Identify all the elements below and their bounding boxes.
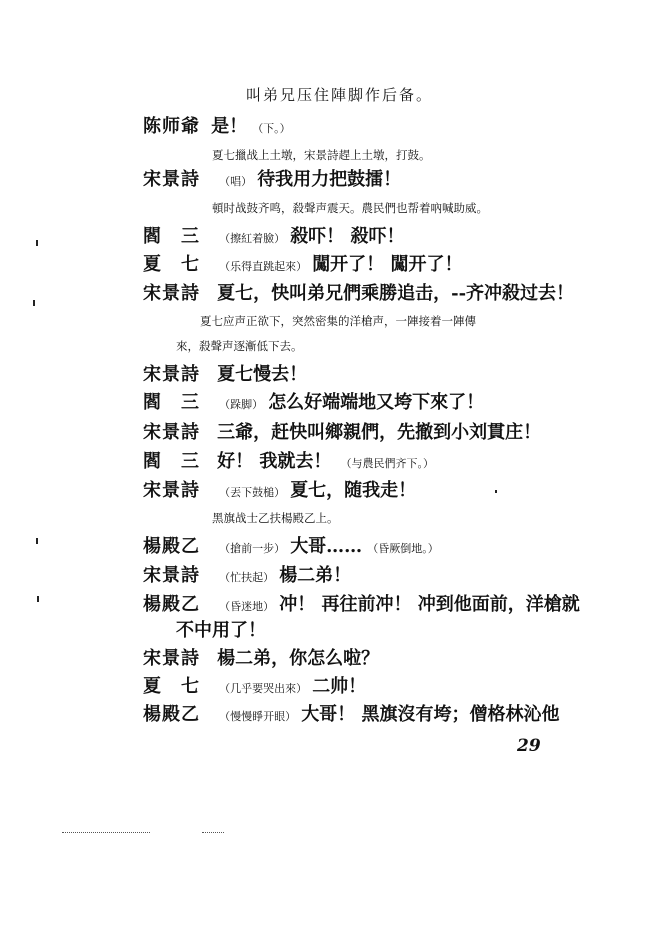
speaker-name: 宋景詩 xyxy=(143,648,200,669)
dialogue-text: 三爺，赶快叫鄉親們，先撤到小刘貫庄！ xyxy=(217,422,542,443)
speaker-name: 宋景詩 xyxy=(143,422,200,443)
dialogue-line xyxy=(143,567,351,585)
dialogue-line xyxy=(143,424,541,442)
speaker-name: 宋景詩 xyxy=(143,565,200,586)
stage-direction-inline: （搶前一步） xyxy=(219,542,286,555)
speaker-name: 楊殿乙 xyxy=(143,594,200,615)
stage-direction-inline: （与農民們齐下。） xyxy=(340,457,434,470)
stage-direction: 夏七擸战上土墩，宋景詩趕上土墩，打鼓。 xyxy=(212,148,431,162)
dialogue-line xyxy=(143,678,366,696)
dialogue-line xyxy=(143,366,307,384)
stage-direction-inline: （慢慢睜开眼） xyxy=(219,710,297,723)
dialogue-line xyxy=(143,171,401,189)
dialogue-text: 冲！ 再往前冲！ 冲到他面前，洋槍就 xyxy=(279,594,580,615)
dialogue-line xyxy=(143,538,439,556)
stage-direction-inline: （忙扶起） xyxy=(219,571,275,584)
speaker-name: 閻 三 xyxy=(143,226,200,247)
page-number: 29 xyxy=(517,736,541,756)
stage-direction: 黑旗战士乙扶楊殿乙上。 xyxy=(212,511,339,525)
stage-direction-inline: （昏迷地） xyxy=(219,600,275,613)
dialogue-text: 二帅！ xyxy=(312,676,367,697)
scan-mark xyxy=(37,596,39,602)
stage-direction-inline: （下。） xyxy=(252,122,291,135)
dialogue-text: 闖开了！ 闖开了！ xyxy=(312,254,463,275)
speaker-name: 宋景詩 xyxy=(143,169,200,190)
dialogue-line xyxy=(143,228,404,246)
stage-direction: 來，殺聲声逐漸低下去。 xyxy=(176,339,303,353)
dialogue-text: 是！ xyxy=(211,116,248,137)
dialogue-line xyxy=(143,596,580,614)
stage-direction-inline: （擦紅着臉） xyxy=(219,232,286,245)
dialogue-line xyxy=(143,394,484,412)
dialogue-line xyxy=(143,285,574,303)
dialogue-text: 怎么好端端地又垮下來了！ xyxy=(268,392,485,413)
dialogue-text: 夏七慢去！ xyxy=(217,364,308,385)
scan-mark xyxy=(36,538,38,544)
stage-direction-inline: （丟下鼓槌） xyxy=(219,486,286,499)
dialogue-text: 夏七，快叫弟兄們乘勝追击，--齐冲殺过去！ xyxy=(217,283,575,304)
stage-direction-inline: （乐得直跳起來） xyxy=(219,260,308,273)
speaker-name: 宋景詩 xyxy=(143,364,200,385)
dialogue-text: 楊二弟！ xyxy=(279,565,352,586)
speaker-name: 夏 七 xyxy=(143,676,200,697)
speaker-name: 夏 七 xyxy=(143,254,200,275)
scan-dotted-line xyxy=(62,832,150,834)
speaker-name: 閻 三 xyxy=(143,451,200,472)
stage-direction-inline: （几乎要哭出來） xyxy=(219,682,308,695)
heading-line: 叫弟兄压住陣脚作后备。 xyxy=(246,86,434,104)
dialogue-text: 好！ 我就去！ xyxy=(217,451,332,472)
stage-direction-inline: （昏厥倒地。） xyxy=(367,542,439,555)
scan-mark xyxy=(33,300,35,306)
dialogue-line xyxy=(143,650,379,668)
scan-mark xyxy=(36,240,38,246)
dialogue-text: 大哥…… xyxy=(290,536,363,557)
speaker-name: 楊殿乙 xyxy=(143,704,200,725)
dialogue-text: 夏七，随我走！ xyxy=(290,480,417,501)
stage-direction: 頓时战鼓齐鸣，殺聲声震天。農民們也帮着吶喊助威。 xyxy=(212,201,488,215)
stage-direction-inline: （跺脚） xyxy=(219,398,264,411)
speaker-name: 宋景詩 xyxy=(143,480,200,501)
speaker-name: 楊殿乙 xyxy=(143,536,200,557)
speaker-name: 宋景詩 xyxy=(143,283,200,304)
speaker-name: 陈师爺 xyxy=(143,116,200,137)
dialogue-text: 待我用力把鼓擂！ xyxy=(257,169,402,190)
dialogue-text: 殺吓！ 殺吓！ xyxy=(290,226,405,247)
dialogue-line xyxy=(143,256,462,274)
dialogue-line xyxy=(143,118,291,136)
speaker-name: 閻 三 xyxy=(143,392,200,413)
dialogue-line xyxy=(143,453,434,471)
scan-dotted-line xyxy=(202,832,224,834)
dialogue-text: 楊二弟，你怎么啦？ xyxy=(217,648,380,669)
dialogue-line xyxy=(143,706,559,724)
dialogue-text: 大哥！ 黑旗沒有垮；僧格林沁他 xyxy=(301,704,560,725)
stage-direction-inline: （唱） xyxy=(219,175,253,188)
dialogue-line xyxy=(143,482,416,500)
scan-mark xyxy=(495,490,497,493)
stage-direction: 夏七应声正欲下，突然密集的洋槍声，一陣接着一陣傳 xyxy=(200,314,476,328)
dialogue-continuation: 不中用了！ xyxy=(176,620,266,641)
